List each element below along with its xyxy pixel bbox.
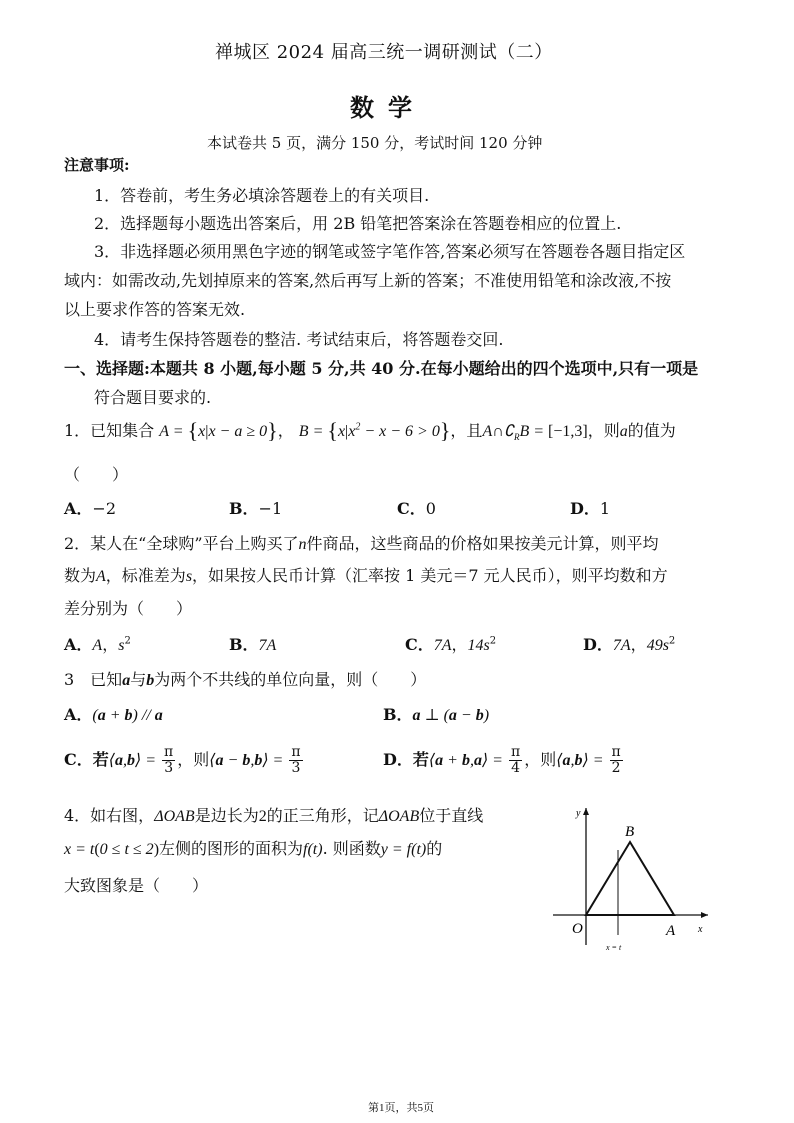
q1-option-c: C．0	[397, 499, 436, 518]
q1-answer-paren: （ ）	[64, 465, 129, 484]
q3-option-d: D．若⟨a + b,a⟩ = $\frac{\pi}{4}$ ，则⟨a,b⟩ = $\frac{\pi}{2}$	[383, 744, 621, 776]
triangle-figure	[548, 800, 718, 960]
question-3-stem: 3 已知a与b为两个不共线的单位向量，则（ ）	[64, 670, 427, 689]
point-a-label: A	[666, 923, 676, 939]
point-b-label: B	[625, 824, 635, 840]
subject-title: 数学	[350, 93, 426, 122]
q2-option-c: C．7A，$14s^2$	[405, 635, 497, 654]
q1-sep1: ，	[277, 421, 294, 440]
question-2-line1: 2．某人在“全球购”平台上购买了n件商品，这些商品的价格如果按美元计算，则平均	[64, 534, 659, 553]
notice-item-3: 3．非选择题必须用黑色字迹的钢笔或签字笔作答,答案必须写在答题卷各题目指定区	[94, 242, 686, 261]
x-axis-arrow	[701, 912, 708, 918]
notice-heading: 注意事项:	[64, 156, 130, 174]
q1-set-b: $B = \{x|x^2 - x - 6 > 0\}$	[298, 418, 451, 443]
y-axis-arrow	[583, 808, 589, 815]
question-2-line3: 差分别为（ ）	[64, 599, 193, 618]
q3-option-b: B．a ⊥ (a − b)	[383, 705, 490, 724]
y-axis-label: y	[576, 808, 581, 819]
q1-sep3: ，则	[587, 421, 620, 440]
page-footer: 第1页，共5页	[368, 1102, 434, 1114]
point-o-label: O	[572, 921, 583, 937]
notice-item-4: 4．请考生保持答题卷的整洁. 考试结束后，将答题卷交回.	[94, 330, 504, 349]
exam-title: 禅城区 2024 届高三统一调研测试（二）	[215, 42, 553, 63]
q1-sep2: ，且	[450, 421, 483, 440]
q1-var-a: a	[619, 423, 628, 440]
q1-number: 1．已知集合	[64, 421, 155, 440]
q3-option-c: C．若⟨a,b⟩ = $\frac{\pi}{3}$ ，则⟨a − b,b⟩ = $\frac{\pi}{3}$	[64, 744, 301, 776]
q1-option-d: D．1	[570, 499, 611, 518]
notice-item-1: 1．答卷前，考生务必填涂答题卷上的有关项目.	[94, 186, 430, 205]
question-4-line1: 4．如右图，ΔOAB是边长为2的正三角形，记ΔOAB位于直线	[64, 806, 484, 825]
section-heading-cont: 符合题目要求的.	[94, 388, 212, 407]
q1-tail: 的值为	[627, 421, 676, 440]
q1-option-b: B．−1	[229, 499, 283, 518]
q2-option-d: D．7A，$49s^2$	[583, 635, 676, 654]
triangle-oab	[586, 842, 674, 915]
notice-item-3-cont: 域内：如需改动,先划掉原来的答案,然后再写上新的答案；不准使用铅笔和涂改液,不按	[64, 271, 672, 290]
x-axis-label: x	[698, 924, 703, 935]
section-heading: 一、选择题:本题共 8 小题,每小题 5 分,共 40 分.在每小题给出的四个选项中,只有一项是	[64, 359, 699, 378]
notice-item-2: 2．选择题每小题选出答案后，用 2B 铅笔把答案涂在答题卷相应的位置上.	[94, 214, 622, 233]
question-4-line3: 大致图象是（ ）	[64, 876, 209, 895]
notice-item-3-end: 以上要求作答的答案无效.	[64, 300, 246, 319]
line-label: x = t	[606, 943, 622, 952]
exam-info: 本试卷共 5 页，满分 150 分，考试时间 120 分钟	[207, 134, 543, 152]
question-1-stem	[64, 418, 676, 444]
q2-option-a: A．A，$s^2$	[64, 635, 131, 654]
q2-option-b: B．7A	[229, 635, 277, 654]
q1-condition: $A\cap∁_RB = [-1,3]$	[482, 423, 588, 443]
q1-option-a: A．−2	[64, 499, 117, 518]
question-4-line2: x = t(0 ≤ t ≤ 2)左侧的图形的面积为f(t). 则函数y = f(t)的	[64, 839, 443, 858]
question-2-line2: 数为A，标准差为s，如果按人民币计算（汇率按 1 美元＝7 元人民币），则平均数和方	[64, 566, 668, 585]
q3-option-a: A．(a + b) // a	[64, 705, 163, 724]
q1-set-a: A = {x|x − a ≥ 0}	[159, 418, 278, 443]
